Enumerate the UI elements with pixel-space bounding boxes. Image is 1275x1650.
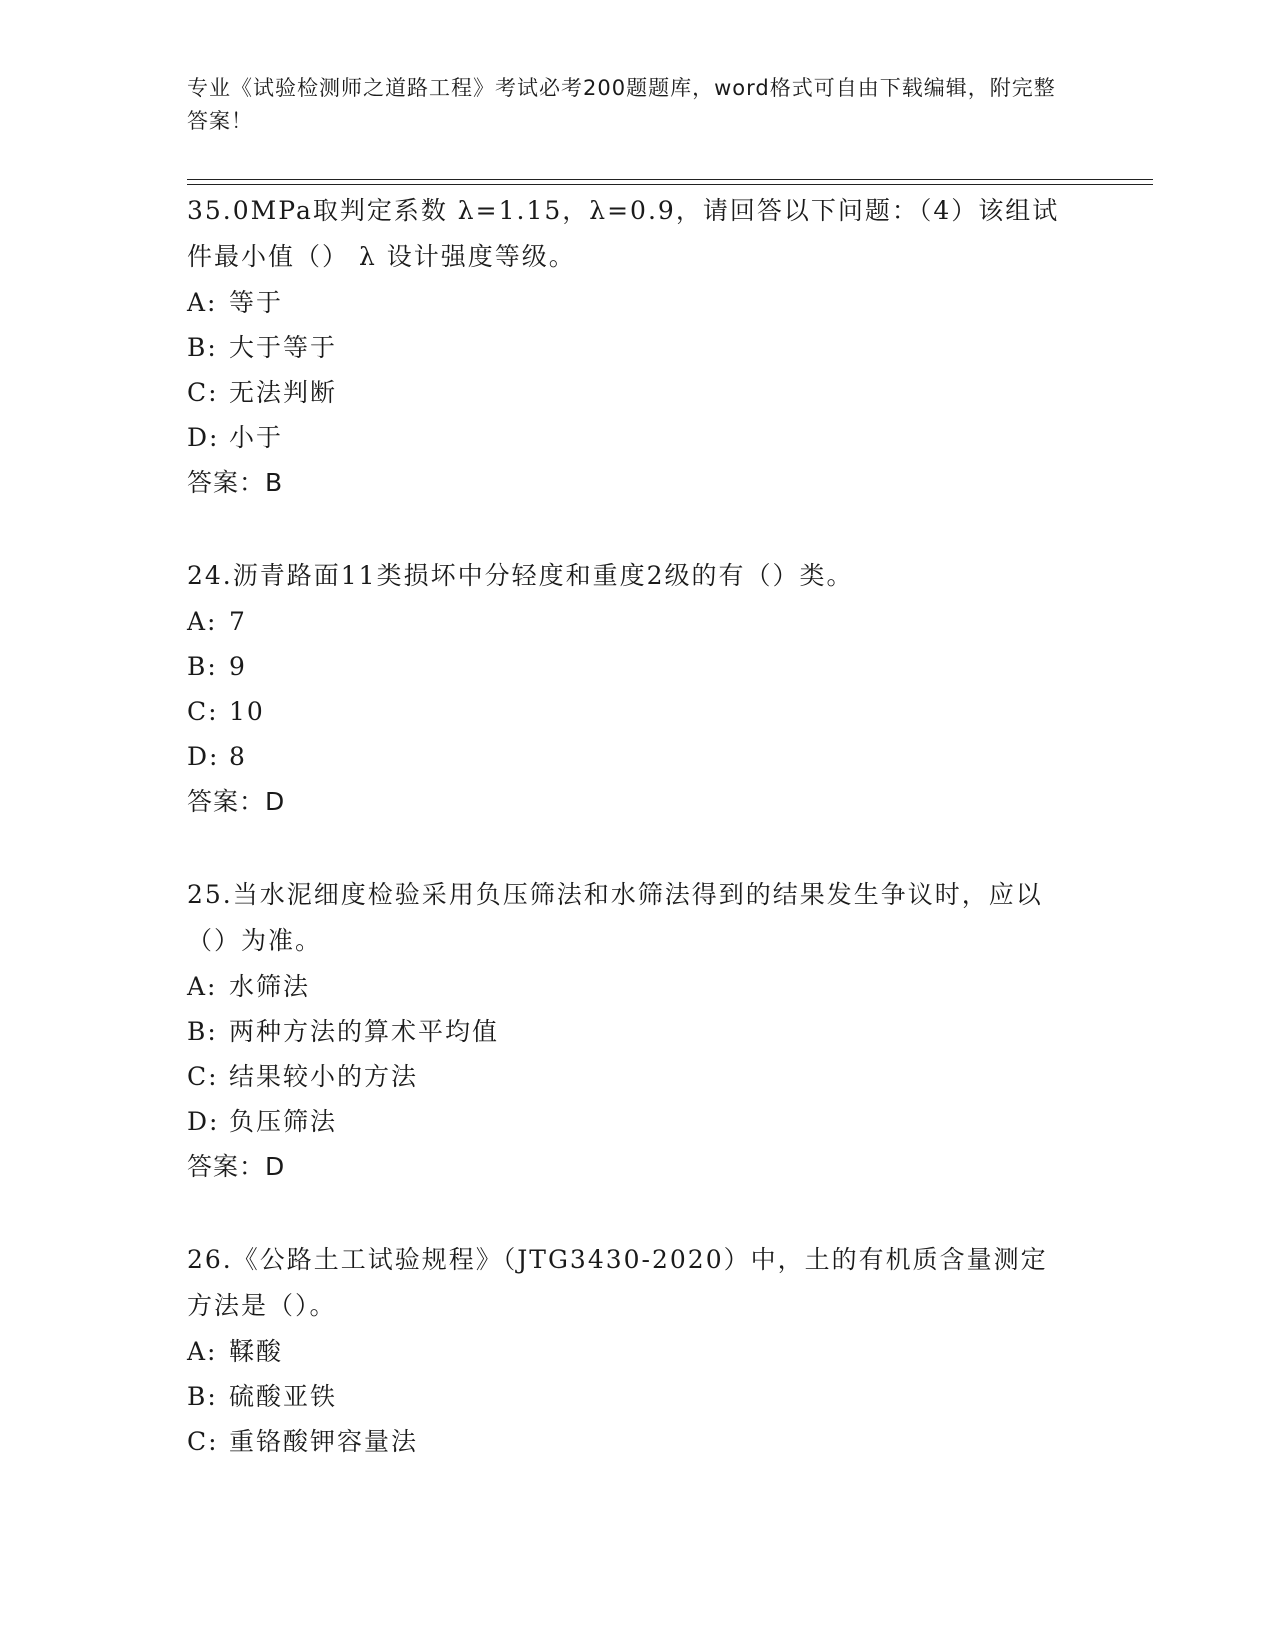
page-header: 专业《试验检测师之道路工程》考试必考200题题库，word格式可自由下载编辑，附完整答案！ xyxy=(187,76,1056,133)
option-letter: D: xyxy=(187,1107,220,1136)
option-text: 重铬酸钾容量法 xyxy=(229,1427,419,1456)
question-option xyxy=(187,644,1067,689)
option-text: 小于 xyxy=(229,423,284,452)
option-letter: B: xyxy=(187,652,218,681)
option-letter: A: xyxy=(187,607,218,636)
question-stem: 25.当水泥细度检验采用负压筛法和水筛法得到的结果发生争议时，应以（）为准。 xyxy=(187,880,1043,955)
option-text: 水筛法 xyxy=(229,972,311,1001)
question-option xyxy=(187,1099,1067,1144)
option-text: 9 xyxy=(229,652,247,681)
question-item xyxy=(187,553,1067,824)
option-letter: A: xyxy=(187,1337,218,1366)
question-option xyxy=(187,1329,1067,1374)
option-letter: D: xyxy=(187,742,220,771)
question-stem: 35.0MPa取判定系数 λ=1.15，λ=0.9，请回答以下问题：（4）该组试件最小值（） λ 设计强度等级。 xyxy=(187,196,1060,271)
option-letter: B: xyxy=(187,333,218,362)
question-option xyxy=(187,689,1067,734)
question-option xyxy=(187,325,1067,370)
option-text: 10 xyxy=(229,697,265,726)
option-text: 大于等于 xyxy=(229,333,338,362)
option-text: 负压筛法 xyxy=(229,1107,338,1136)
header-rule-bottom xyxy=(187,184,1153,185)
question-option xyxy=(187,1009,1067,1054)
option-letter: C: xyxy=(187,378,219,407)
option-letter: D: xyxy=(187,423,220,452)
option-text: 鞣酸 xyxy=(229,1337,284,1366)
question-answer: 答案：D xyxy=(187,1152,286,1181)
option-letter: A: xyxy=(187,288,218,317)
question-stem: 24.沥青路面11类损坏中分轻度和重度2级的有（）类。 xyxy=(187,561,854,590)
question-item xyxy=(187,872,1067,1189)
option-letter: B: xyxy=(187,1017,218,1046)
question-list xyxy=(187,188,1067,1464)
option-text: 硫酸亚铁 xyxy=(229,1382,338,1411)
question-stem: 26.《公路土工试验规程》（JTG3430-2020）中，土的有机质含量测定方法是（）。 xyxy=(187,1245,1048,1320)
question-option xyxy=(187,1419,1067,1464)
option-text: 7 xyxy=(229,607,247,636)
question-answer: 答案：D xyxy=(187,787,286,816)
question-option xyxy=(187,1054,1067,1099)
question-item xyxy=(187,188,1067,505)
question-answer: 答案：B xyxy=(187,468,284,497)
option-text: 无法判断 xyxy=(229,378,338,407)
question-item xyxy=(187,1237,1067,1464)
option-text: 结果较小的方法 xyxy=(229,1062,419,1091)
option-text: 8 xyxy=(229,742,247,771)
question-option xyxy=(187,415,1067,460)
option-text: 两种方法的算术平均值 xyxy=(229,1017,500,1046)
question-option xyxy=(187,370,1067,415)
option-letter: C: xyxy=(187,697,219,726)
question-option xyxy=(187,964,1067,1009)
option-letter: A: xyxy=(187,972,218,1001)
question-option xyxy=(187,599,1067,644)
option-letter: C: xyxy=(187,1062,219,1091)
option-letter: B: xyxy=(187,1382,218,1411)
option-text: 等于 xyxy=(229,288,284,317)
question-option xyxy=(187,280,1067,325)
question-option xyxy=(187,1374,1067,1419)
header-rule-top xyxy=(187,179,1153,180)
question-option xyxy=(187,734,1067,779)
option-letter: C: xyxy=(187,1427,219,1456)
